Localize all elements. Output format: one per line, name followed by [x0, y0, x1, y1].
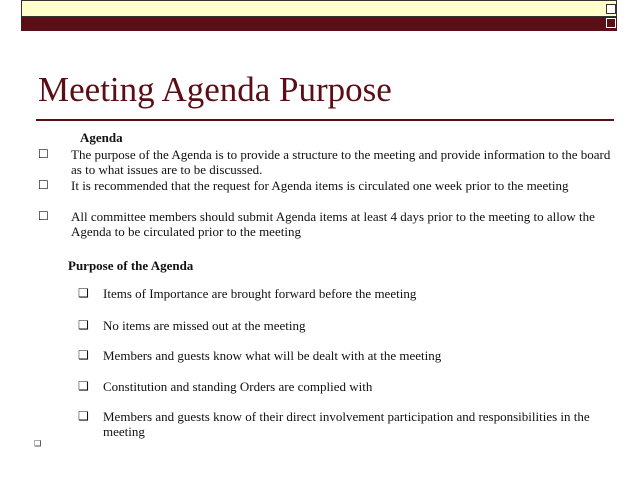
corner-square-icon	[606, 18, 616, 28]
title-rule	[36, 119, 614, 121]
shadow-square-bullet-icon: ❑	[78, 318, 89, 332]
list-item: All committee members should submit Agenda items at least 4 days prior to the meeting to allow the Agenda to be circulated prior to the meeting	[71, 209, 595, 239]
list-item: Items of Importance are brought forward before the meeting	[103, 286, 417, 301]
section-heading-agenda: Agenda	[80, 130, 123, 145]
header-red-bar	[21, 17, 617, 31]
slide-title: Meeting Agenda Purpose	[38, 70, 392, 109]
hollow-square-bullet-icon: ☐	[38, 147, 49, 161]
list-item: Members and guests know what will be dealt with at the meeting	[103, 348, 442, 363]
header-yellow-bar	[21, 0, 617, 17]
shadow-square-bullet-icon: ❑	[78, 286, 89, 300]
empty-bullet-icon: ❑	[34, 439, 42, 448]
list-item: No items are missed out at the meeting	[103, 318, 306, 333]
list-item: It is recommended that the request for Agenda items is circulated one week prior to the meeting	[71, 178, 569, 193]
shadow-square-bullet-icon: ❑	[78, 348, 89, 362]
section-heading-purpose: Purpose of the Agenda	[68, 258, 194, 273]
list-item: Constitution and standing Orders are complied with	[103, 379, 373, 394]
hollow-square-bullet-icon: ☐	[38, 209, 49, 223]
hollow-square-bullet-icon: ☐	[38, 178, 49, 192]
header-band	[0, 0, 638, 33]
shadow-square-bullet-icon: ❑	[78, 409, 89, 423]
shadow-square-bullet-icon: ❑	[78, 379, 89, 393]
corner-square-icon	[606, 4, 616, 14]
list-item: The purpose of the Agenda is to provide a structure to the meeting and provide information to the board as to what issues are to be discussed.	[71, 147, 611, 177]
list-item: Members and guests know of their direct involvement participation and responsibilities in the meeting	[103, 409, 590, 439]
